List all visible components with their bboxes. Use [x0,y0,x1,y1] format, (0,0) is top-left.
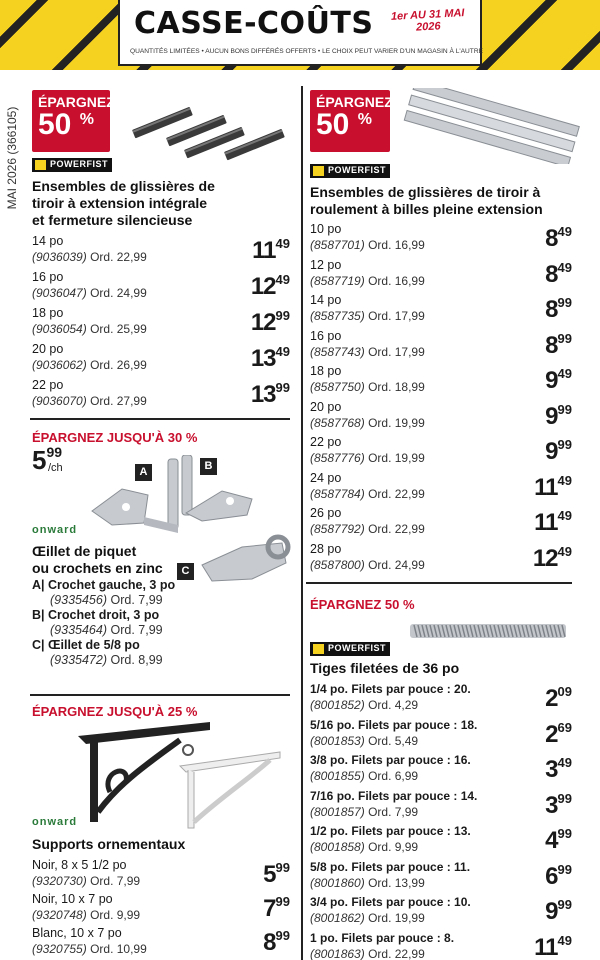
price-cents: 99 [557,861,572,877]
item-name-line [32,578,282,593]
price-cents: 69 [557,719,572,735]
item-size: 1/2 po. Filets par pouce : 13. [310,824,471,838]
item-price [545,897,572,926]
item-price [545,791,572,820]
list-item [32,342,290,378]
item-regular-price: Ord. 16,99 [368,238,425,252]
list-item [310,860,572,896]
product-title: Ensembles de glissières de tiroir à roulement à billes pleine extension [310,184,543,217]
item-price [263,860,290,889]
price-main: 9 [545,367,558,394]
price-cents: 99 [557,330,572,346]
item-size: Noir, 8 x 5 1/2 po [32,858,127,872]
list-item [310,895,572,931]
item-price [545,862,572,891]
item-price [533,544,572,573]
item-price [251,272,290,301]
price-cents: 99 [275,894,290,909]
list-item [310,400,572,436]
item-sku: (9335472) [50,653,107,667]
price-cents: 49 [557,508,572,523]
item-sku: (8587776) [310,451,365,465]
item-sku: (9036054) [32,322,87,336]
list-item [310,789,572,825]
tag-b: B [200,458,217,475]
item-name: Œillet de 5/8 po [48,638,140,652]
item-letter: A| [32,578,45,592]
badge-percent [38,108,94,142]
item-price [545,437,572,466]
item-code [32,322,147,336]
item-size: 18 po [310,364,342,378]
price-main: 3 [545,791,558,819]
brand-logo: POWERFIST [310,164,390,178]
item-sku: (9036039) [32,250,87,264]
item-regular-price: Ord. 16,99 [368,273,425,288]
item-sku: (8001863) [310,946,365,960]
product-title: Tiges filetées de 36 po [310,660,460,676]
item-size: 28 po [310,541,342,556]
ball-slides-list [310,222,572,577]
price-cents: 49 [557,472,572,488]
item-code [310,345,425,359]
item-size: 20 po [32,342,64,356]
item-regular-price: Ord. 4,29 [368,698,419,712]
item-price [534,508,572,537]
item-sku: (9320755) [32,942,87,956]
brand-logo: onward [32,816,78,828]
price-unit: /ch [48,462,63,474]
item-price [251,380,290,409]
item-regular-price: Ord. 24,99 [90,286,147,300]
item-code [310,947,425,960]
item-name-line [32,638,282,653]
tag-a: A [135,464,152,481]
item-price [263,894,290,923]
item-sku: (9335464) [50,623,107,637]
price-main: 8 [545,296,558,323]
item-regular-price: Ord. 9,99 [90,908,141,922]
item-size: 20 po [310,399,342,414]
tag-c: C [177,563,194,580]
item-size: 18 po [32,306,64,320]
item-code [32,358,147,372]
savings-text: ÉPARGNEZ JUSQU'À 30 % [32,430,198,445]
item-regular-price: Ord. 10,99 [90,942,147,956]
price-cents: 49 [275,344,290,359]
price-main: 2 [545,720,558,748]
price-cents: 99 [557,826,572,841]
item-price [263,928,290,957]
item-regular-price: Ord. 19,99 [368,415,425,430]
item-sku: (8587701) [310,238,365,252]
price-cents: 49 [557,755,572,770]
item-size: 16 po [32,270,64,284]
list-item [32,578,282,608]
item-regular-price: Ord. 19,99 [368,451,425,465]
item-code [32,250,147,264]
item-price [534,473,572,502]
price-main: 13 [250,381,276,408]
item-sku: (8587719) [310,273,365,288]
item-size: 16 po [310,328,342,343]
list-item [310,682,572,718]
item-price [534,933,572,960]
price-cents: 49 [557,932,572,948]
item-regular-price: Ord. 17,99 [368,344,425,359]
item-sku: (9036070) [32,394,87,408]
item-regular-price: Ord. 13,99 [368,875,425,890]
price-main: 12 [532,544,558,572]
item-code [310,840,418,854]
price-cents: 99 [275,380,290,395]
item-price [252,236,290,265]
list-item [32,306,290,342]
item-sku: (8587768) [310,415,365,430]
ball-slides-image [400,88,580,164]
item-size: 10 po [310,222,342,236]
item-code [32,908,140,922]
banner-subtitle: QUANTITÉS LIMITÉES • AUCUN BONS DIFFÉRÉS OFFERTS • LE CHOIX PEUT VARIER D'UN MAGASIN À L'AUTRE [130,48,483,55]
item-code [32,593,282,608]
item-name: Crochet gauche, 3 po [48,578,176,592]
list-item [310,293,572,329]
item-code [32,623,282,638]
item-code [310,522,425,536]
list-item [32,638,282,668]
list-item [32,270,290,306]
slides-list [32,234,290,414]
item-size: 1/4 po. Filets par pouce : 20. [310,682,471,696]
banner-title: CASSE-COÛTS [134,6,374,41]
item-regular-price: Ord. 24,99 [368,557,425,572]
item-sku: (9320748) [32,908,87,922]
item-code [32,874,140,888]
item-price [545,260,572,289]
price-cents: 99 [557,897,572,912]
item-code [32,394,147,408]
item-sku: (8587743) [310,344,365,359]
item-code [310,769,418,783]
item-regular-price: Ord. 26,99 [90,358,147,372]
item-code [32,286,147,300]
rods-list [310,682,572,960]
product-title: Ensembles de glissières de tiroir à extension intégrale et fermeture silencieuse [32,178,215,228]
price-main: 12 [250,309,276,336]
price-main: 9 [545,402,558,430]
price-main: 11 [252,237,276,264]
item-regular-price: Ord. 19,99 [368,911,425,925]
item-size: 22 po [32,378,64,392]
item-letter: C| [32,638,45,652]
item-size: 22 po [310,435,342,449]
item-name-line [32,608,282,623]
list-item [310,435,572,471]
price-main: 11 [534,509,558,536]
item-regular-price: Ord. 27,99 [90,394,147,408]
item-code [310,911,425,925]
price-main: 11 [534,473,558,501]
item-size: 14 po [32,234,64,248]
item-price [545,720,572,749]
item-price [545,224,572,253]
item-code [310,558,425,572]
badge-label: ÉPARGNEZ [316,94,393,110]
item-size: 5/8 po. Filets par pouce : 11. [310,859,471,874]
price-cents: 99 [275,928,290,943]
banner-card [118,0,482,66]
brackets-image [70,722,290,832]
item-price [251,344,290,373]
item-size: Blanc, 10 x 7 po [32,926,122,940]
item-sku: (8001858) [310,840,365,854]
item-regular-price: Ord. 7,99 [368,804,419,819]
item-price [251,308,290,337]
item-code [32,653,282,668]
item-letter: B| [32,608,45,622]
product-title-line1: Œillet de piquet [32,543,137,559]
brand-logo: POWERFIST [310,642,390,656]
item-price [545,295,572,324]
item-price [545,331,572,360]
item-sku: (8587800) [310,557,365,572]
item-sku: (8001852) [310,698,365,712]
price-main: 8 [545,225,558,252]
item-regular-price: Ord. 7,99 [90,874,141,888]
savings-badge [310,90,393,152]
item-price [545,755,572,784]
hooks-list [32,578,282,668]
item-code [310,238,425,252]
item-code [310,451,425,465]
item-code [310,698,418,712]
savings-badge [32,90,115,152]
threaded-rod-image [410,620,570,642]
price-main: 2 [545,685,558,712]
banner-date-line2: 2026 [415,20,441,34]
item-name: Crochet droit, 3 po [48,608,160,622]
price-main: 5 [263,861,276,888]
item-regular-price: Ord. 22,99 [368,486,425,501]
item-regular-price: Ord. 22,99 [368,522,425,536]
item-size: 3/8 po. Filets par pouce : 16. [310,753,471,767]
item-code [310,805,418,819]
list-item [32,378,290,414]
item-size: 7/16 po. Filets par pouce : 14. [310,788,478,803]
item-regular-price: Ord. 22,99 [368,946,425,960]
item-regular-price: Ord. 8,99 [110,653,163,667]
header-banner [0,0,600,70]
item-regular-price: Ord. 9,99 [368,840,419,854]
item-size: 24 po [310,470,342,485]
price-main: 11 [534,933,558,960]
item-size: 3/4 po. Filets par pouce : 10. [310,895,471,909]
item-size: 1 po. Filets par pouce : 8. [310,930,455,945]
item-regular-price: Ord. 5,49 [368,733,419,748]
item-sku: (8001853) [310,733,365,748]
price-main: 12 [250,273,276,300]
price-main: 8 [545,260,558,288]
list-item [310,329,572,365]
savings-text: ÉPARGNEZ JUSQU'À 25 % [32,704,198,719]
price-main: 6 [545,862,558,890]
item-regular-price: Ord. 17,99 [368,309,425,323]
item-code [310,416,425,430]
item-price [545,684,572,713]
banner-date-line1: 1er AU 31 MAI [390,7,465,23]
price-main: 4 [545,827,558,854]
item-sku: (8587792) [310,522,365,536]
price-cents: 99 [557,790,572,806]
item-sku: (8587750) [310,380,365,394]
item-size: Noir, 10 x 7 po [32,892,113,906]
list-item [310,258,572,294]
badge-percent-sign: % [357,111,372,128]
badge-percent [316,108,372,142]
brand-logo: onward [32,524,78,536]
item-regular-price: Ord. 18,99 [368,380,425,394]
badge-percent-sign: % [79,111,94,128]
product-title: Supports ornementaux [32,836,186,852]
savings-text: ÉPARGNEZ 50 % [310,597,415,612]
item-sku: (8001857) [310,804,365,819]
side-label [2,96,22,226]
price-main: 8 [545,331,558,359]
brand-logo: POWERFIST [32,158,112,172]
section-divider [30,418,290,420]
product-title-line2: ou crochets en zinc [32,560,163,576]
list-item [310,718,572,754]
badge-label: ÉPARGNEZ [38,94,115,110]
price-main: 5 [32,445,47,475]
price-main: 9 [545,438,558,465]
item-code [310,734,418,748]
price-cents: 49 [557,259,572,275]
price-cents: 49 [557,366,572,381]
price-cents: 49 [557,543,572,559]
price-main: 9 [545,898,558,925]
item-price [545,402,572,431]
brackets-list [32,858,290,960]
item-sku: (9335456) [50,593,107,607]
list-item [32,892,290,926]
price-cents: 99 [557,437,572,452]
item-sku: (8001862) [310,911,365,925]
item-code [310,876,425,890]
item-code [310,487,425,501]
side-label-text: MAI 2026 (366105) [5,106,19,210]
section-divider [30,694,290,696]
list-item [310,824,572,860]
item-regular-price: Ord. 25,99 [90,322,147,336]
banner-date [377,6,478,35]
item-sku: (9036062) [32,358,87,372]
item-regular-price: Ord. 7,99 [110,623,163,637]
column-divider [301,86,303,960]
item-code [310,274,425,288]
price-main: 8 [263,929,276,956]
item-sku: (8587784) [310,486,365,501]
item-sku: (8001855) [310,769,365,783]
price-cents: 99 [557,401,572,417]
list-item [310,542,572,578]
item-sku: (8587735) [310,309,365,323]
list-item [310,506,572,542]
price-cents: 49 [275,236,290,251]
item-sku: (8001860) [310,875,365,890]
price-main: 3 [545,756,558,783]
list-item [32,234,290,270]
list-item [310,753,572,789]
item-sku: (9320730) [32,874,87,888]
item-code [32,942,147,956]
price-cents: 09 [557,684,572,699]
item-sku: (9036047) [32,286,87,300]
price-cents: 99 [275,860,290,875]
item-code [310,380,425,394]
badge-percent-value: 50 [38,108,72,141]
item-size: 14 po [310,293,342,307]
list-item [310,364,572,400]
item-regular-price: Ord. 6,99 [368,769,419,783]
slide-rails-image [128,92,298,170]
section-divider [306,582,572,584]
price-main: 7 [263,895,276,922]
item-size: 26 po [310,506,342,520]
list-item [32,608,282,638]
price-cents: 99 [557,295,572,310]
list-item [32,858,290,892]
item-size: 5/16 po. Filets par pouce : 18. [310,717,478,732]
product-title [32,543,163,577]
list-item [310,222,572,258]
item-regular-price: Ord. 22,99 [90,250,147,264]
list-item [32,926,290,960]
list-item [310,471,572,507]
item-size: 12 po [310,257,342,272]
price-cents: 99 [275,308,290,323]
price-cents: 49 [557,224,572,239]
item-price [545,826,572,855]
item-price [545,366,572,395]
item-regular-price: Ord. 7,99 [110,593,163,607]
item-code [310,309,425,323]
badge-percent-value: 50 [316,108,350,141]
price-cents: 99 [46,444,63,460]
price-main: 13 [250,345,276,372]
list-item [310,931,572,960]
price-cents: 49 [275,272,290,287]
